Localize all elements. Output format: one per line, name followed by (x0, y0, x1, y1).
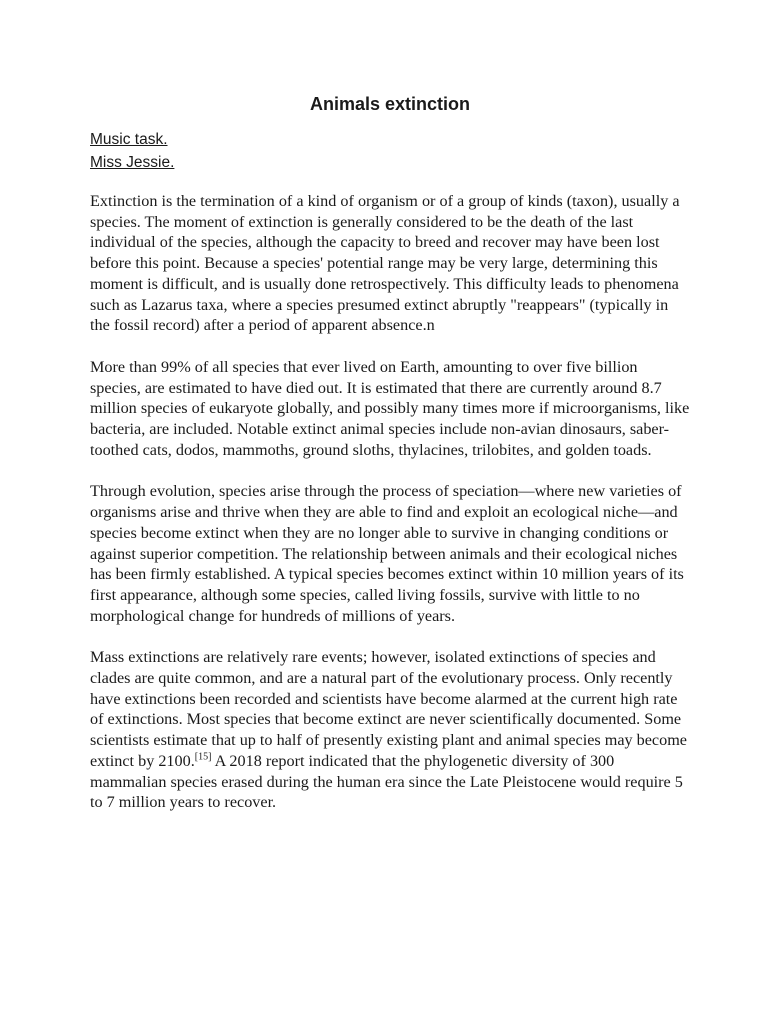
paragraph-statistics: More than 99% of all species that ever lived on Earth, amounting to over five billion species, are estimated to have died out. It is estimated that there are currently around 8.7 million species of eukaryote globally, and possibly many times more if microorganisms, like bacteria, are included. Notable extinct animal species include non-avian dinosaurs, saber-toothed cats, dodos, mammoths, ground sloths, thylacines, trilobites, and golden toads. (90, 357, 690, 459)
paragraph-evolution: Through evolution, species arise through the process of speciation—where new varieties of organisms arise and thrive when they are able to find and exploit an ecological niche—and species become extinct when they are no longer able to survive in changing conditions or against superior competition. The relationship between animals and their ecological niches has been firmly established. A typical species becomes extinct within 10 million years of its first appearance, although some species, called living fossils, survive with little to no morphological change for hundreds of millions of years. (90, 482, 684, 625)
paragraph-mass-extinctions (90, 647, 690, 813)
paragraph-text-before-citation: Mass extinctions are relatively rare events; however, isolated extinctions of species and clades are quite common, and are a natural part of the evolutionary process. Only recently have extinctions been recorded and scientists have become alarmed at the current high rate of extinctions. Most species that become extinct are never scientifically documented. Some scientists estimate that up to half of presently existing plant and animal species may become extinct by 2100. (90, 648, 687, 770)
document-meta (90, 128, 690, 174)
teacher-line: Miss Jessie. (90, 154, 175, 171)
paragraph-definition: Extinction is the termination of a kind of organism or of a group of kinds (taxon), usually a species. The moment of extinction is generally considered to be the death of the last individual of the species, although the capacity to breed and recover may have been lost before this point. Because a species' potential range may be very large, determining this moment is difficult, and is usually done retrospectively. This difficulty leads to phenomena such as Lazarus taxa, where a species presumed extinct abruptly "reappears" (typically in the fossil record) after a period of apparent absence.n (90, 192, 680, 335)
citation-link[interactable]: [15] (194, 751, 212, 763)
document-title: Animals extinction (309, 94, 471, 114)
task-line: Music task. (90, 131, 168, 148)
paragraph-text-after-citation: A 2018 report indicated that the phylogenetic diversity of 300 mammalian species erased during the human era since the Late Pleistocene would require 5 to 7 million years to recover. (90, 751, 683, 812)
